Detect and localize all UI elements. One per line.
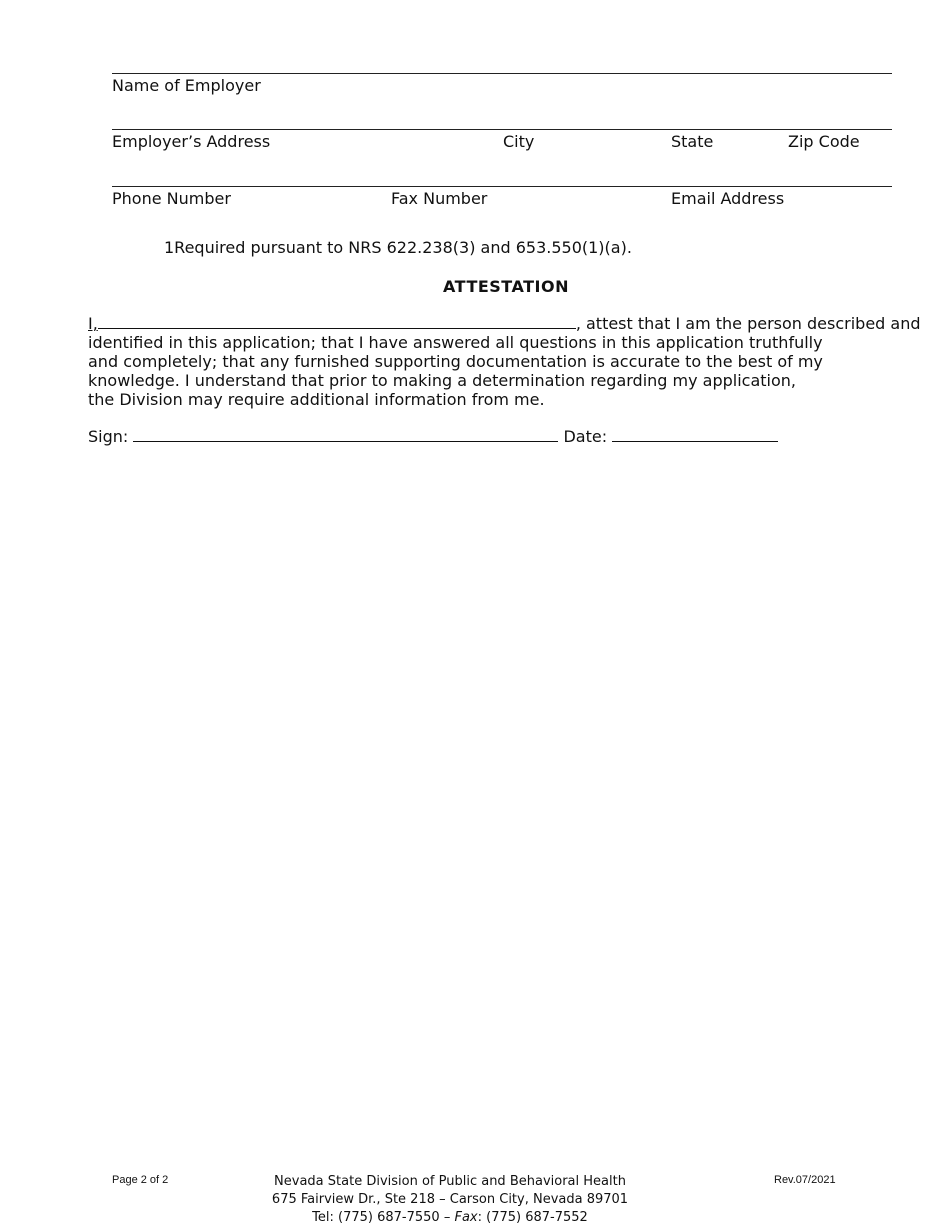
footer-phone-fax bbox=[260, 1209, 640, 1227]
date-blank[interactable] bbox=[612, 427, 778, 442]
signature-row bbox=[88, 427, 778, 446]
applicant-name-blank[interactable] bbox=[98, 314, 576, 329]
employer-address-label: Employer’s Address bbox=[112, 132, 271, 151]
footnote: 1Required pursuant to NRS 622.238(3) and 653.550(1)(a). bbox=[164, 238, 632, 257]
footer-contact-block bbox=[260, 1173, 640, 1227]
employer-contact-line[interactable] bbox=[112, 186, 892, 187]
employer-name-label: Name of Employer bbox=[112, 76, 261, 95]
footer-dash: – bbox=[443, 1210, 451, 1225]
footer-org-name: Nevada State Division of Public and Behavioral Health bbox=[274, 1174, 626, 1189]
attestation-line-1 bbox=[88, 314, 938, 333]
footer-address: 675 Fairview Dr., Ste 218 – Carson City, Nevada 89701 bbox=[271, 1192, 629, 1207]
attestation-heading: ATTESTATION bbox=[443, 277, 569, 296]
attestation-line-3: and completely; that any furnished supporting documentation is accurate to the best of my bbox=[88, 352, 823, 371]
city-label: City bbox=[503, 132, 535, 151]
attestation-line-5: the Division may require additional information from me. bbox=[88, 390, 545, 409]
footer-fax-label: Fax bbox=[454, 1210, 478, 1225]
attestation-line-2: identified in this application; that I have answered all questions in this application truthfully bbox=[88, 333, 823, 352]
date-label: Date: bbox=[563, 427, 608, 446]
phone-number-label: Phone Number bbox=[112, 189, 231, 208]
zip-code-label: Zip Code bbox=[788, 132, 860, 151]
revision-date: Rev.07/2021 bbox=[774, 1174, 836, 1186]
state-label: State bbox=[671, 132, 714, 151]
email-address-label: Email Address bbox=[671, 189, 785, 208]
signature-blank[interactable] bbox=[133, 427, 558, 442]
footer-tel: Tel: (775) 687-7550 bbox=[312, 1210, 440, 1225]
fax-number-label: Fax Number bbox=[391, 189, 488, 208]
employer-address-line[interactable] bbox=[112, 129, 892, 130]
attestation-paragraph bbox=[88, 314, 938, 409]
employer-name-line[interactable] bbox=[112, 73, 892, 74]
sign-label: Sign: bbox=[88, 427, 129, 446]
attestation-line1-tail: , attest that I am the person described and bbox=[575, 314, 921, 333]
attestation-line-4: knowledge. I understand that prior to making a determination regarding my application, bbox=[88, 371, 797, 390]
footer-fax-number: : (775) 687-7552 bbox=[477, 1210, 588, 1225]
page-number: Page 2 of 2 bbox=[112, 1174, 169, 1186]
attestation-lead: I, bbox=[88, 314, 98, 333]
